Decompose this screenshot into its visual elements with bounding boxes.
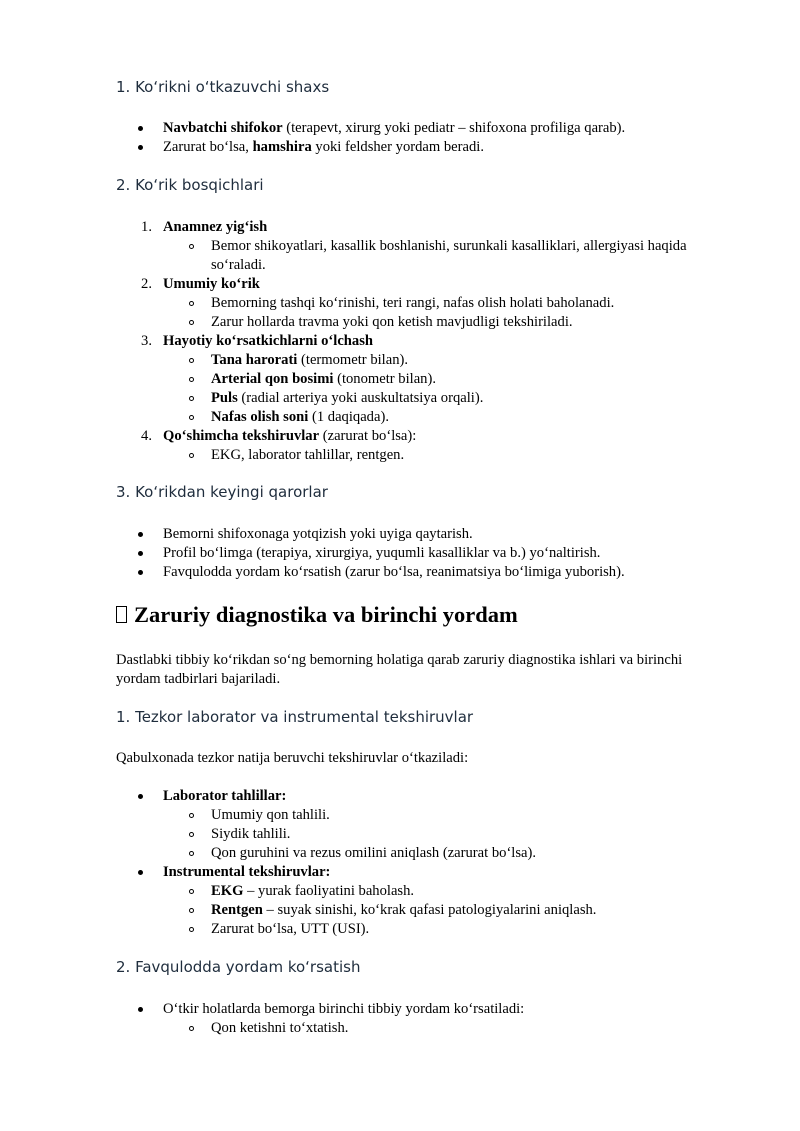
circle-bullet-icon	[189, 377, 194, 382]
list-number: 2.	[141, 276, 152, 292]
circle-bullet-icon	[189, 320, 194, 325]
circle-bullet-icon	[189, 244, 194, 249]
sub-item-bold: Tana harorati	[211, 352, 298, 368]
list-item-bold: hamshira	[252, 139, 312, 155]
sub-item-text: Bemor shikoyatlari, kasallik boshlanishi, surunkali kasalliklari, allergiyasi haqida	[211, 238, 687, 254]
circle-bullet-icon	[189, 301, 194, 306]
section-heading-decisions: 3. Ko‘rikdan keyingi qarorlar	[116, 483, 328, 501]
main-heading-text: Zaruriy diagnostika va birinchi yordam	[134, 602, 518, 627]
bullet-icon	[138, 570, 143, 575]
list-number: 3.	[141, 333, 152, 349]
sub-item-text: Umumiy qon tahlili.	[211, 807, 330, 823]
bullet-icon	[138, 551, 143, 556]
circle-bullet-icon	[189, 358, 194, 363]
sub-item-text: – yurak faoliyatini baholash.	[243, 883, 415, 899]
bullet-icon	[138, 1007, 143, 1012]
sub-item-text: Bemorning tashqi ko‘rinishi, teri rangi, nafas olish holati baholanadi.	[211, 295, 615, 311]
bullet-icon	[138, 126, 143, 131]
bullet-icon	[138, 794, 143, 799]
circle-bullet-icon	[189, 851, 194, 856]
sub-item-text: Qon guruhini va rezus omilini aniqlash (zarurat bo‘lsa).	[211, 845, 537, 861]
circle-bullet-icon	[189, 396, 194, 401]
list-item-bold: Navbatchi shifokor	[163, 120, 283, 136]
step-title-rest: (zarurat bo‘lsa):	[319, 428, 417, 444]
sub-item-text: Qon ketishni to‘xtatish.	[211, 1020, 349, 1036]
missing-glyph-icon	[116, 606, 127, 623]
circle-bullet-icon	[189, 415, 194, 420]
section-heading-rapid-tests: 1. Tezkor laborator va instrumental tekshiruvlar	[116, 708, 474, 726]
paragraph-text: yordam tadbirlari bajariladi.	[116, 671, 281, 687]
circle-bullet-icon	[189, 908, 194, 913]
list-item-text: Favqulodda yordam ko‘rsatish (zarur bo‘lsa, reanimatsiya bo‘limiga yuborish).	[163, 564, 625, 580]
step-title: Hayotiy ko‘rsatkichlarni o‘lchash	[163, 333, 373, 349]
step-title: Umumiy ko‘rik	[163, 276, 260, 292]
paragraph-text: Qabulxonada tezkor natija beruvchi tekshiruvlar o‘tkaziladi:	[116, 750, 469, 766]
group-title: Laborator tahlillar:	[163, 788, 287, 804]
step-title: Anamnez yig‘ish	[163, 219, 268, 235]
section-heading-steps: 2. Ko‘rik bosqichlari	[116, 176, 264, 194]
list-item-text: (terapevt, xirurg yoki pediatr – shifoxona profiliga qarab).	[282, 120, 626, 136]
sub-item-text: (1 daqiqada).	[308, 409, 389, 425]
circle-bullet-icon	[189, 1026, 194, 1031]
sub-item-text: (termometr bilan).	[297, 352, 409, 368]
main-heading	[116, 602, 518, 628]
circle-bullet-icon	[189, 813, 194, 818]
list-item-text: O‘tkir holatlarda bemorga birinchi tibbiy yordam ko‘rsatiladi:	[163, 1001, 525, 1017]
list-number: 1.	[141, 219, 152, 235]
step-title: Qo‘shimcha tekshiruvlar	[163, 428, 320, 444]
circle-bullet-icon	[189, 832, 194, 837]
sub-item-text: Zarur hollarda travma yoki qon ketish mavjudligi tekshiriladi.	[211, 314, 573, 330]
list-number: 4.	[141, 428, 152, 444]
sub-item-bold: Puls	[211, 390, 238, 406]
bullet-icon	[138, 532, 143, 537]
sub-item-bold: Arterial qon bosimi	[211, 371, 334, 387]
section-heading-emergency-aid: 2. Favqulodda yordam ko‘rsatish	[116, 958, 361, 976]
list-item-text: Zarurat bo‘lsa,	[163, 139, 253, 155]
group-title: Instrumental tekshiruvlar:	[163, 864, 331, 880]
sub-item-text: EKG, laborator tahlillar, rentgen.	[211, 447, 405, 463]
list-item-text: Profil bo‘limga (terapiya, xirurgiya, yuqumli kasalliklar va b.) yo‘naltirish.	[163, 545, 601, 561]
bullet-icon	[138, 870, 143, 875]
circle-bullet-icon	[189, 453, 194, 458]
sub-item-text: (radial arteriya yoki auskultatsiya orqali).	[237, 390, 484, 406]
list-item-text: Bemorni shifoxonaga yotqizish yoki uyiga qaytarish.	[163, 526, 473, 542]
sub-item-bold: Nafas olish soni	[211, 409, 309, 425]
sub-item-bold: EKG	[211, 883, 244, 899]
sub-item-bold: Rentgen	[211, 902, 263, 918]
sub-item-text: – suyak sinishi, ko‘krak qafasi patologiyalarini aniqlash.	[262, 902, 597, 918]
sub-item-text: Siydik tahlili.	[211, 826, 291, 842]
circle-bullet-icon	[189, 889, 194, 894]
circle-bullet-icon	[189, 927, 194, 932]
sub-item-text: so‘raladi.	[211, 257, 266, 273]
section-heading-examiner: 1. Ko‘rikni o‘tkazuvchi shaxs	[116, 78, 330, 96]
paragraph-text: Dastlabki tibbiy ko‘rikdan so‘ng bemorning holatiga qarab zaruriy diagnostika ishlari va birinchi	[116, 652, 683, 668]
list-item-text: yoki feldsher yordam beradi.	[311, 139, 484, 155]
sub-item-text: Zarurat bo‘lsa, UTT (USI).	[211, 921, 370, 937]
sub-item-text: (tonometr bilan).	[333, 371, 436, 387]
bullet-icon	[138, 145, 143, 150]
